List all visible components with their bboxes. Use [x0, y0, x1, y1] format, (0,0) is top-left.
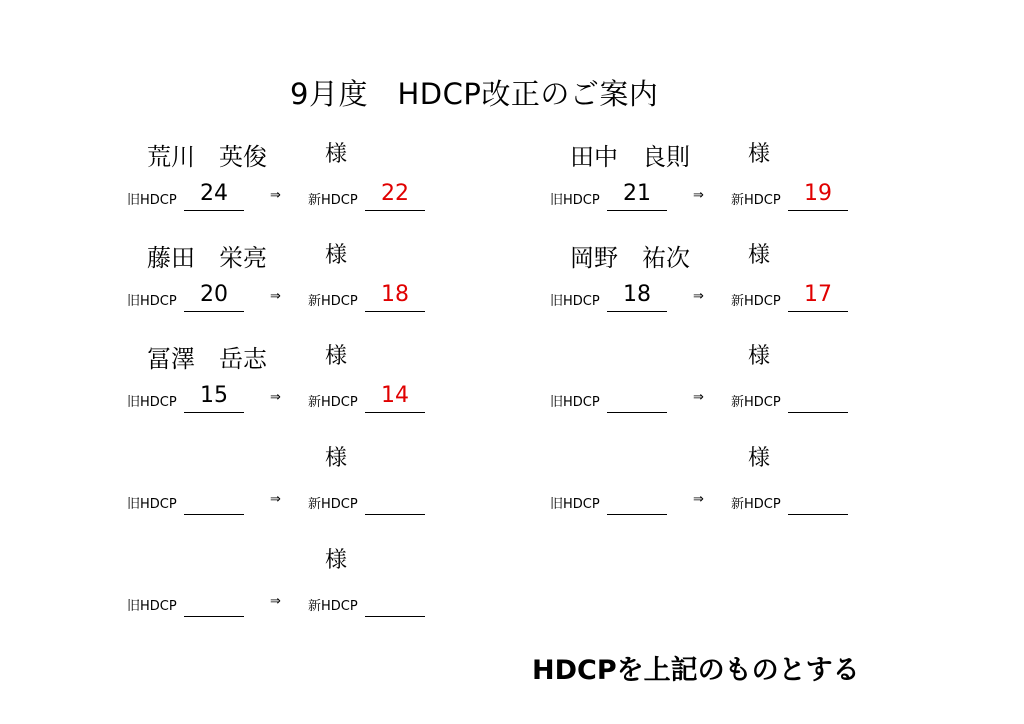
new-hdcp-underline: [365, 210, 425, 211]
old-hdcp-label: 旧HDCP: [550, 193, 600, 208]
old-hdcp-value: 21: [623, 181, 651, 206]
entry-card: [127, 339, 437, 419]
new-hdcp-value: [788, 485, 848, 511]
honorific-label: 様: [748, 142, 771, 167]
new-hdcp-value: [365, 587, 425, 613]
old-hdcp-value: 20: [200, 282, 228, 307]
new-hdcp-value: [365, 485, 425, 511]
entry-card: [127, 137, 437, 217]
new-hdcp-underline: [788, 311, 848, 312]
new-hdcp-underline: [365, 616, 425, 617]
entry-card: [127, 238, 437, 318]
new-hdcp-label: 新HDCP: [731, 395, 781, 410]
old-hdcp-underline: [607, 210, 667, 211]
new-hdcp-value: 22: [381, 181, 409, 206]
old-hdcp-label: 旧HDCP: [550, 395, 600, 410]
old-hdcp-label: 旧HDCP: [127, 599, 177, 614]
old-hdcp-value: [607, 383, 667, 409]
arrow-icon: ⇒: [270, 390, 281, 405]
arrow-icon: ⇒: [270, 594, 281, 609]
honorific-label: 様: [748, 243, 771, 268]
old-hdcp-value: [184, 485, 244, 511]
old-hdcp-underline: [607, 311, 667, 312]
old-hdcp-label: 旧HDCP: [127, 395, 177, 410]
old-hdcp-underline: [184, 412, 244, 413]
arrow-icon: ⇒: [693, 390, 704, 405]
hdcp-row: [550, 485, 860, 515]
new-hdcp-underline: [365, 514, 425, 515]
honorific-label: 様: [748, 344, 771, 369]
hdcp-row: [127, 181, 437, 211]
footer-note: HDCPを上記のものとする: [532, 655, 860, 686]
arrow-icon: ⇒: [270, 289, 281, 304]
hdcp-row: [550, 282, 860, 312]
new-hdcp-label: 新HDCP: [308, 497, 358, 512]
old-hdcp-label: 旧HDCP: [550, 497, 600, 512]
player-name: 冨澤 岳志: [147, 345, 267, 373]
old-hdcp-underline: [184, 514, 244, 515]
old-hdcp-underline: [184, 210, 244, 211]
page-title: 9月度 HDCP改正のご案内: [290, 77, 659, 111]
honorific-label: 様: [325, 344, 348, 369]
entry-card: [127, 441, 437, 521]
new-hdcp-value: 14: [381, 383, 409, 408]
old-hdcp-label: 旧HDCP: [127, 193, 177, 208]
old-hdcp-underline: [607, 514, 667, 515]
hdcp-row: [550, 181, 860, 211]
old-hdcp-label: 旧HDCP: [550, 294, 600, 309]
new-hdcp-label: 新HDCP: [731, 294, 781, 309]
arrow-icon: ⇒: [693, 188, 704, 203]
new-hdcp-value: 17: [804, 282, 832, 307]
old-hdcp-value: [607, 485, 667, 511]
arrow-icon: ⇒: [270, 492, 281, 507]
hdcp-row: [550, 383, 860, 413]
entry-card: [127, 543, 437, 623]
entry-card: [550, 137, 860, 217]
new-hdcp-underline: [365, 412, 425, 413]
entry-card: [550, 238, 860, 318]
new-hdcp-label: 新HDCP: [308, 193, 358, 208]
old-hdcp-underline: [184, 616, 244, 617]
honorific-label: 様: [748, 446, 771, 471]
old-hdcp-underline: [607, 412, 667, 413]
new-hdcp-underline: [788, 210, 848, 211]
new-hdcp-label: 新HDCP: [731, 193, 781, 208]
new-hdcp-label: 新HDCP: [308, 599, 358, 614]
old-hdcp-label: 旧HDCP: [127, 294, 177, 309]
new-hdcp-value: 19: [804, 181, 832, 206]
new-hdcp-underline: [788, 514, 848, 515]
honorific-label: 様: [325, 142, 348, 167]
entry-card: [550, 441, 860, 521]
hdcp-row: [127, 485, 437, 515]
old-hdcp-value: 15: [200, 383, 228, 408]
hdcp-row: [127, 282, 437, 312]
old-hdcp-value: 18: [623, 282, 651, 307]
hdcp-row: [127, 587, 437, 617]
new-hdcp-label: 新HDCP: [308, 395, 358, 410]
hdcp-row: [127, 383, 437, 413]
arrow-icon: ⇒: [270, 188, 281, 203]
old-hdcp-value: 24: [200, 181, 228, 206]
honorific-label: 様: [325, 243, 348, 268]
new-hdcp-underline: [788, 412, 848, 413]
old-hdcp-underline: [184, 311, 244, 312]
arrow-icon: ⇒: [693, 492, 704, 507]
new-hdcp-underline: [365, 311, 425, 312]
honorific-label: 様: [325, 548, 348, 573]
player-name: 荒川 英俊: [147, 143, 267, 171]
new-hdcp-label: 新HDCP: [308, 294, 358, 309]
honorific-label: 様: [325, 446, 348, 471]
arrow-icon: ⇒: [693, 289, 704, 304]
new-hdcp-value: 18: [381, 282, 409, 307]
new-hdcp-value: [788, 383, 848, 409]
player-name: 田中 良則: [570, 143, 690, 171]
player-name: 藤田 栄亮: [147, 244, 267, 272]
entry-card: [550, 339, 860, 419]
old-hdcp-label: 旧HDCP: [127, 497, 177, 512]
new-hdcp-label: 新HDCP: [731, 497, 781, 512]
player-name: 岡野 祐次: [570, 244, 690, 272]
old-hdcp-value: [184, 587, 244, 613]
